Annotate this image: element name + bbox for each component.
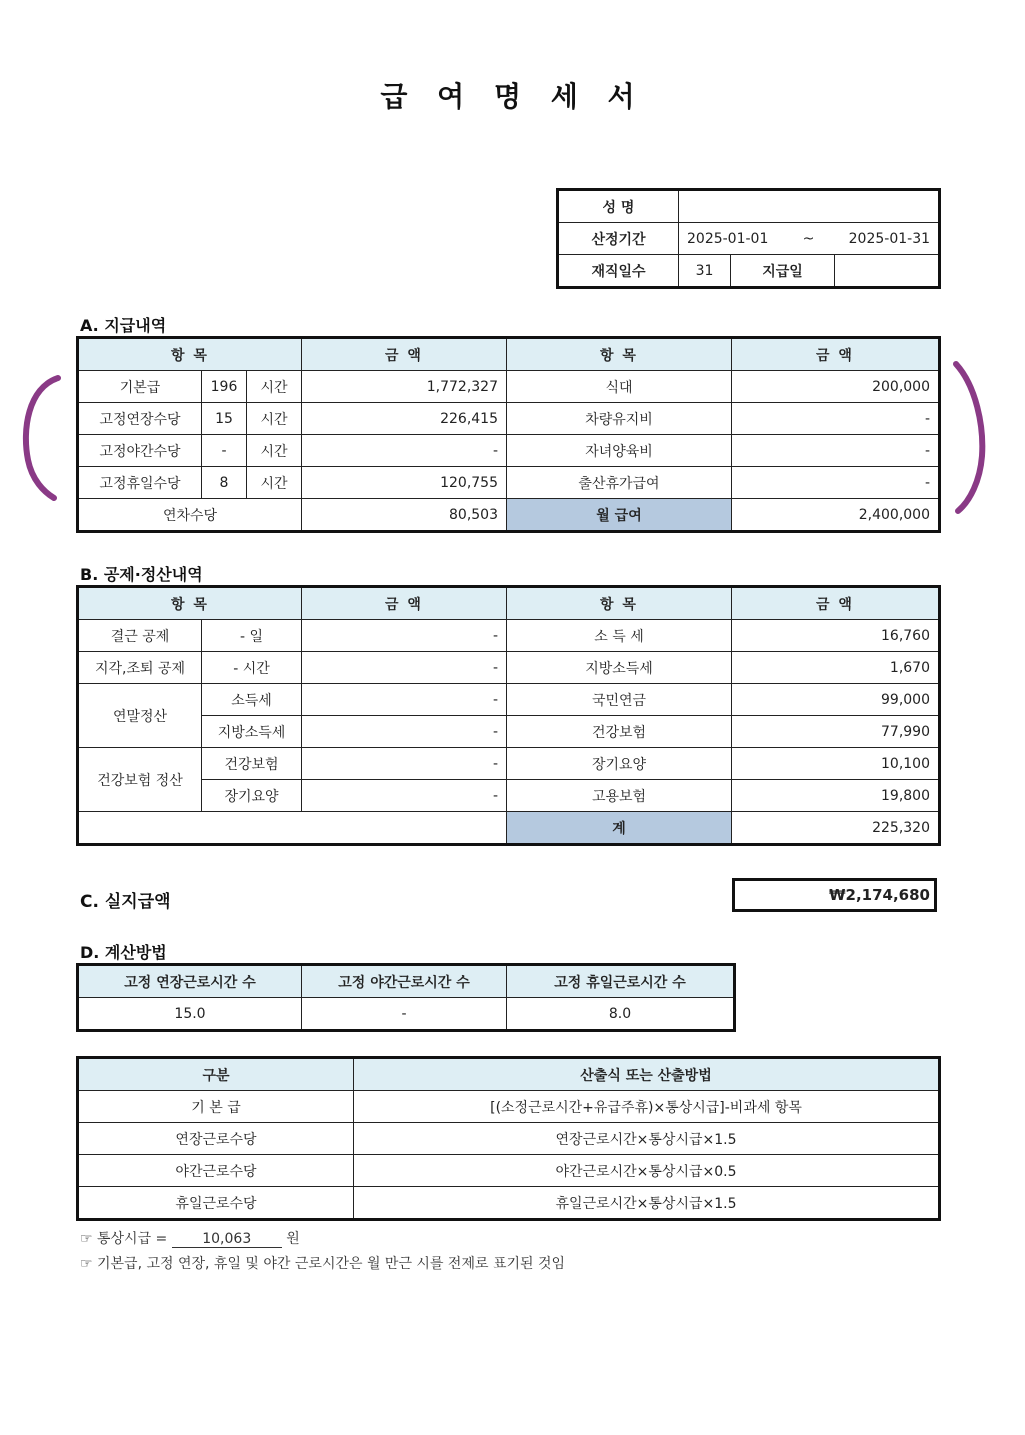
period-label: 산정기간 <box>559 223 679 255</box>
left-bracket-mark <box>14 370 64 505</box>
header-amount-2: 금 액 <box>732 588 939 620</box>
table-row <box>79 1187 939 1219</box>
pay-unit: 시간 <box>247 435 302 467</box>
pay-amount-2: - <box>732 435 939 467</box>
deduction-item: 국민연금 <box>507 684 732 716</box>
table-row <box>79 403 939 435</box>
absence-amount: - <box>302 620 507 652</box>
method-header-kind: 구분 <box>79 1059 354 1091</box>
late-amount: - <box>302 652 507 684</box>
period-start: 2025-01-01 <box>687 230 769 247</box>
pay-item: 고정휴일수당 <box>79 467 202 499</box>
method-formula: 휴일근로시간×통상시급×1.5 <box>354 1187 939 1219</box>
deduction-item: 지방소득세 <box>507 652 732 684</box>
table-row <box>79 652 939 684</box>
table-row <box>79 812 939 844</box>
deduction-amount: 16,760 <box>732 620 939 652</box>
period-separator: ~ <box>802 230 815 247</box>
table-row <box>79 435 939 467</box>
pay-item: 고정연장수당 <box>79 403 202 435</box>
header-item: 항 목 <box>79 339 302 371</box>
hours-value: 8.0 <box>507 998 734 1030</box>
monthly-pay-label: 월 급여 <box>507 499 732 531</box>
hourly-wage-value: 10,063 <box>172 1231 282 1248</box>
deduction-total-label: 계 <box>507 812 732 844</box>
table-row <box>79 748 939 780</box>
payday-value <box>835 255 939 287</box>
method-kind: 휴일근로수당 <box>79 1187 354 1219</box>
yearend-local-label: 지방소득세 <box>202 716 302 748</box>
hours-value: - <box>302 998 507 1030</box>
table-row <box>79 684 939 716</box>
method-table <box>78 1058 939 1219</box>
basis-note: ☞ 기본급, 고정 연장, 휴일 및 야간 근로시간은 월 만근 시를 전제로 표기된 것임 <box>80 1256 566 1272</box>
pay-amount: 120,755 <box>302 467 507 499</box>
health-sub-amount: - <box>302 748 507 780</box>
ltc-sub-amount: - <box>302 780 507 812</box>
header-amount: 금 액 <box>302 339 507 371</box>
absence-label: 결근 공제 <box>79 620 202 652</box>
section-b-title: B. 공제·정산내역 <box>80 565 203 584</box>
monthly-pay-amount: 2,400,000 <box>732 499 939 531</box>
deduction-amount: 10,100 <box>732 748 939 780</box>
employee-info-table <box>558 190 939 287</box>
pay-qty: 196 <box>202 371 247 403</box>
hours-header: 고정 휴일근로시간 수 <box>507 966 734 998</box>
pay-item-2: 차량유지비 <box>507 403 732 435</box>
section-a-title: A. 지급내역 <box>80 316 167 335</box>
period-end: 2025-01-31 <box>848 230 931 247</box>
deduction-total-amount: 225,320 <box>732 812 939 844</box>
deduction-item: 장기요양 <box>507 748 732 780</box>
yearend-income-label: 소득세 <box>202 684 302 716</box>
method-formula: 연장근로시간×통상시급×1.5 <box>354 1123 939 1155</box>
hourly-wage-note <box>80 1228 300 1248</box>
header-amount-2: 금 액 <box>732 339 939 371</box>
health-sub-label: 건강보험 <box>202 748 302 780</box>
pay-amount: - <box>302 435 507 467</box>
header-item-2: 항 목 <box>507 588 732 620</box>
table-row <box>79 716 939 748</box>
method-kind: 기 본 급 <box>79 1091 354 1123</box>
workdays-label: 재직일수 <box>559 255 679 287</box>
pay-amount: 226,415 <box>302 403 507 435</box>
section-c-title: C. 실지급액 <box>80 892 171 912</box>
late-qty: - 시간 <box>202 652 302 684</box>
pay-amount-2: 200,000 <box>732 371 939 403</box>
method-kind: 야간근로수당 <box>79 1155 354 1187</box>
pay-amount: 1,772,327 <box>302 371 507 403</box>
hours-table <box>78 965 734 1030</box>
method-formula: 야간근로시간×통상시급×0.5 <box>354 1155 939 1187</box>
period-value <box>679 223 939 255</box>
pay-qty: 8 <box>202 467 247 499</box>
table-row <box>79 780 939 812</box>
deduction-item: 건강보험 <box>507 716 732 748</box>
pay-item-2: 출산휴가급여 <box>507 467 732 499</box>
section-d-title: D. 계산방법 <box>80 943 167 962</box>
workdays-value: 31 <box>679 255 731 287</box>
table-row <box>79 1123 939 1155</box>
deduction-amount: 77,990 <box>732 716 939 748</box>
yearend-income-amount: - <box>302 684 507 716</box>
pay-qty: 15 <box>202 403 247 435</box>
document-title: 급 여 명 세 서 <box>380 80 645 113</box>
right-bracket-mark <box>948 356 993 516</box>
net-pay-amount: ₩2,174,680 <box>732 878 937 912</box>
deduction-table <box>78 587 939 844</box>
method-header-formula: 산출식 또는 산출방법 <box>354 1059 939 1091</box>
hours-header: 고정 연장근로시간 수 <box>79 966 302 998</box>
header-item: 항 목 <box>79 588 302 620</box>
name-label: 성 명 <box>559 191 679 223</box>
deduction-item: 소 득 세 <box>507 620 732 652</box>
hourly-wage-unit: 원 <box>286 1231 300 1247</box>
deduction-item: 고용보험 <box>507 780 732 812</box>
pay-qty: - <box>202 435 247 467</box>
pay-unit: 시간 <box>247 403 302 435</box>
pay-item-2: 자녀양육비 <box>507 435 732 467</box>
absence-qty: - 일 <box>202 620 302 652</box>
pay-unit: 시간 <box>247 467 302 499</box>
table-row <box>79 1155 939 1187</box>
method-formula: [(소정근로시간+유급주휴)×통상시급]-비과세 항목 <box>354 1091 939 1123</box>
table-row <box>79 1091 939 1123</box>
pay-amount-2: - <box>732 403 939 435</box>
header-item-2: 항 목 <box>507 339 732 371</box>
table-row <box>79 499 939 531</box>
payment-table <box>78 338 939 531</box>
deduction-amount: 99,000 <box>732 684 939 716</box>
annual-leave-amount: 80,503 <box>302 499 507 531</box>
name-value <box>679 191 939 223</box>
header-amount: 금 액 <box>302 588 507 620</box>
pay-item: 고정야간수당 <box>79 435 202 467</box>
pay-amount-2: - <box>732 467 939 499</box>
empty-cell <box>79 812 507 844</box>
annual-leave-label: 연차수당 <box>79 499 302 531</box>
table-row <box>79 467 939 499</box>
late-label: 지각,조퇴 공제 <box>79 652 202 684</box>
method-kind: 연장근로수당 <box>79 1123 354 1155</box>
pay-item-2: 식대 <box>507 371 732 403</box>
deduction-amount: 19,800 <box>732 780 939 812</box>
table-row <box>79 620 939 652</box>
payday-label: 지급일 <box>731 255 835 287</box>
health-settlement-label: 건강보험 정산 <box>79 748 202 812</box>
ltc-sub-label: 장기요양 <box>202 780 302 812</box>
deduction-amount: 1,670 <box>732 652 939 684</box>
pay-item: 기본급 <box>79 371 202 403</box>
hours-header: 고정 야간근로시간 수 <box>302 966 507 998</box>
yearend-label: 연말정산 <box>79 684 202 748</box>
pay-unit: 시간 <box>247 371 302 403</box>
yearend-local-amount: - <box>302 716 507 748</box>
table-row <box>79 371 939 403</box>
hours-value: 15.0 <box>79 998 302 1030</box>
hourly-wage-note-prefix: ☞ 통상시급 = <box>80 1231 168 1247</box>
